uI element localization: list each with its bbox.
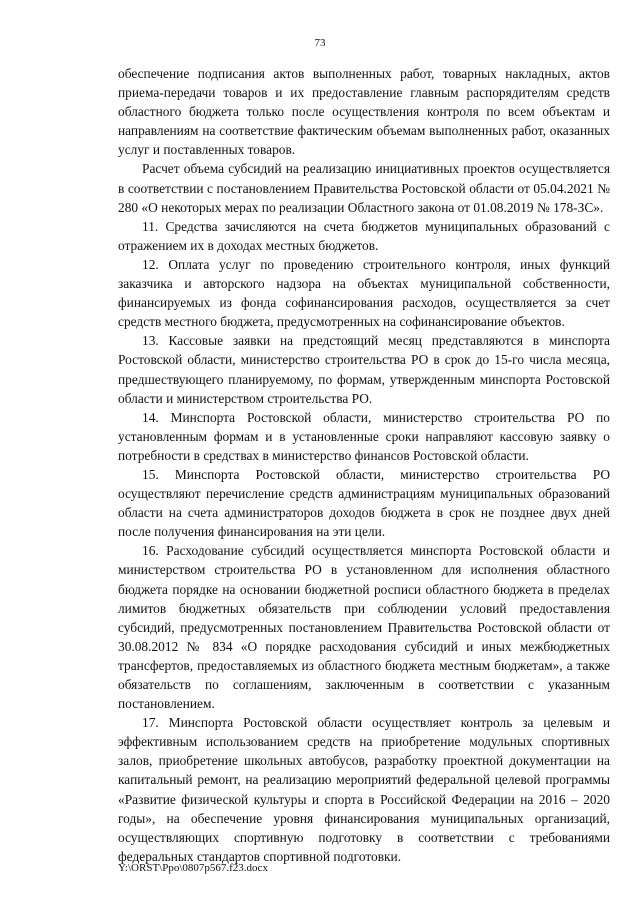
- paragraph-16: 16. Расходование субсидий осуществляется минспорта Ростовской области и министерством строительства РО в установленном для исполнения областного бюджета порядке на основании бюджетной росписи областного бюджета в пределах лимитов бюджетных обязательств при соблюдении условий предоставления субсидий, предусмотренных постановлением Правительства Ростовской области от 30.08.2012 № 834 «О порядке расходования субсидий и иных межбюджетных трансфертов, предоставляемых из областного бюджета местным бюджетам», а также обязательств по соглашениям, заключенным в соответствии с указанным постановлением.: [118, 543, 610, 712]
- paragraph-17: 17. Минспорта Ростовской области осуществляет контроль за целевым и эффективным использованием средств на приобретение модульных спортивных залов, приобретение школьных автобусов, разработку проектной документации на капитальный ремонт, на реализацию мероприятий федеральной целевой программы «Развитие физической культуры и спорта в Российской Федерации на 2016 – 2020 годы», на обеспечение уровня финансирования муниципальных организаций, осуществляющих спортивную подготовку в соответствии с требованиями федеральных стандартов спортивной подготовки.: [118, 715, 610, 864]
- page-number: 73: [314, 37, 326, 49]
- paragraph-14: 14. Минспорта Ростовской области, министерство строительства РО по установленным формам и в установленные сроки направляют кассовую заявку о потребности в средствах в министерство финансов Ростовской области.: [118, 409, 610, 463]
- footer-file-path: Y:\ORST\Ppo\0807p567.f23.docx: [118, 862, 268, 874]
- paragraph-continuation: обеспечение подписания актов выполненных работ, товарных накладных, актов приема-передачи товаров и их предоставление главным распорядителям средств областного бюджета только после осуществления контроля по всем объектам и направлениям на соответствие фактическим объемам выполненных работ, оказанных услуг и поставленных товаров.: [118, 66, 610, 158]
- paragraph-15: 15. Минспорта Ростовской области, министерство строительства РО осуществляют перечисление средств администрациям муниципальных образований области на счета администраторов доходов бюджета в срок не позднее двух дней после получения финансирования на эти цели.: [118, 466, 610, 540]
- paragraph-11: 11. Средства зачисляются на счета бюджетов муниципальных образований с отражением их в доходах местных бюджетов.: [118, 218, 610, 253]
- paragraph-subsidy-calculation: Расчет объема субсидий на реализацию инициативных проектов осуществляется в соответствии с постановлением Правительства Ростовской области от 05.04.2021 № 280 «О некоторых мерах по реализации Областного закона от 01.08.2019 № 178-ЗС».: [118, 161, 610, 215]
- document-body: [118, 64, 610, 866]
- paragraph-13: 13. Кассовые заявки на предстоящий месяц представляются в минспорта Ростовской области, министерство строительства РО в срок до 15-го числа месяца, предшествующего планируемому, по формам, утвержденным минспорта Ростовской области и министерством строительства РО.: [118, 333, 610, 406]
- paragraph-12: 12. Оплата услуг по проведению строительного контроля, иных функций заказчика и авторского надзора на объектах муниципальной собственности, финансируемых из фонда софинансирования расходов, осуществляется за счет средств местного бюджета, предусмотренных на софинансирование объектов.: [118, 256, 610, 330]
